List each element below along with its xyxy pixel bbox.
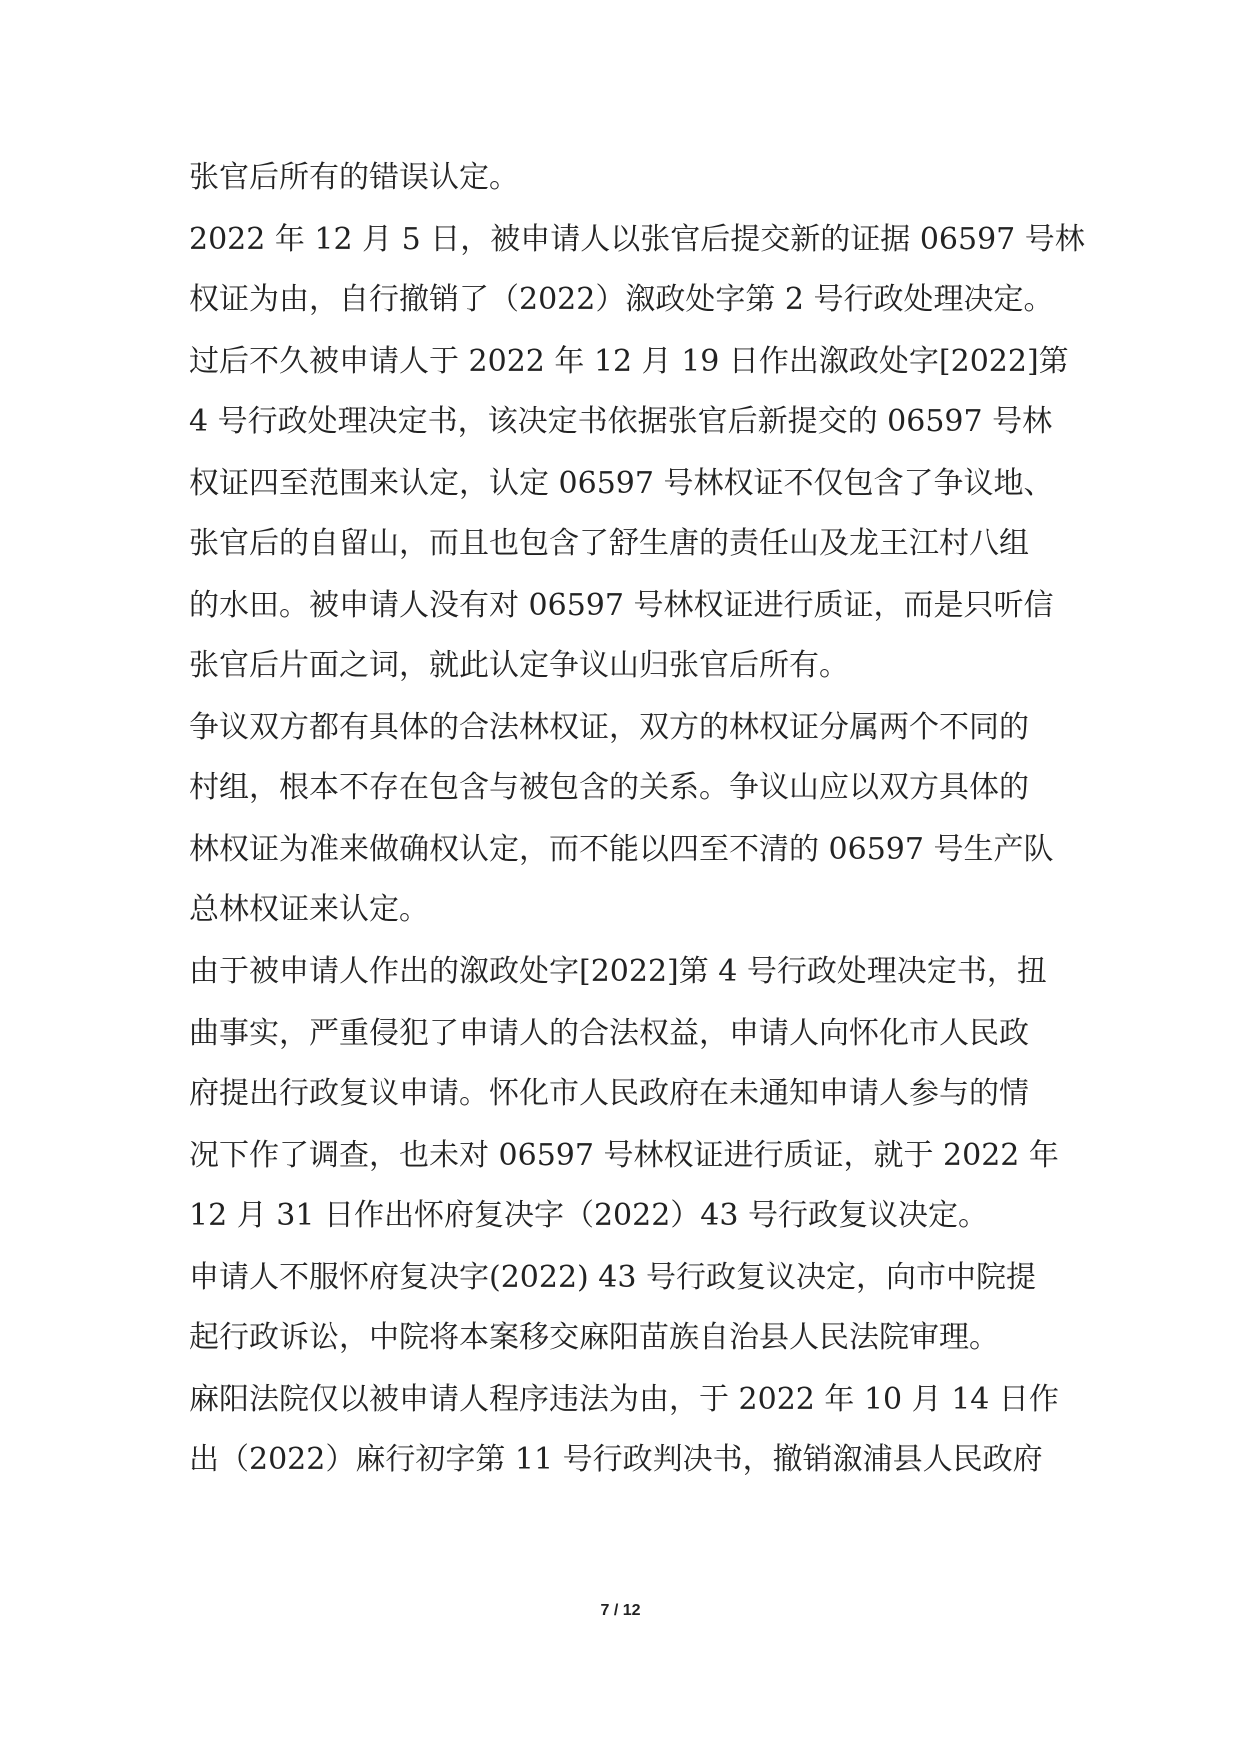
- text-line: 由于被申请人作出的溆政处字[2022]第 4 号行政处理决定书，扭: [189, 954, 1047, 989]
- text-line: 申请人不服怀府复决字(2022) 43 号行政复议决定，向市中院提: [189, 1260, 1037, 1295]
- text-line: 权证为由，自行撤销了（2022）溆政处字第 2 号行政处理决定。: [189, 282, 1054, 317]
- text-line: 张官后的自留山，而且也包含了舒生唐的责任山及龙王江村八组: [189, 526, 1029, 561]
- text-line: 张官后片面之词，就此认定争议山归张官后所有。: [189, 648, 849, 683]
- text-line: 起行政诉讼，中院将本案移交麻阳苗族自治县人民法院审理。: [189, 1320, 999, 1355]
- text-line: 曲事实，严重侵犯了申请人的合法权益，申请人向怀化市人民政: [189, 1016, 1029, 1051]
- text-line: 权证四至范围来认定，认定 06597 号林权证不仅包含了争议地、: [189, 466, 1054, 501]
- text-line: 张官后所有的错误认定。: [189, 160, 519, 195]
- text-line: 的水田。被申请人没有对 06597 号林权证进行质证，而是只听信: [189, 588, 1054, 623]
- page-number: 7 / 12: [600, 1602, 641, 1619]
- text-line: 2022 年 12 月 5 日，被申请人以张官后提交新的证据 06597 号林: [189, 222, 1085, 257]
- text-line: 4 号行政处理决定书，该决定书依据张官后新提交的 06597 号林: [189, 404, 1053, 439]
- text-line: 林权证为准来做确权认定，而不能以四至不清的 06597 号生产队: [189, 832, 1054, 867]
- text-line: 麻阳法院仅以被申请人程序违法为由，于 2022 年 10 月 14 日作: [189, 1382, 1059, 1417]
- text-line: 过后不久被申请人于 2022 年 12 月 19 日作出溆政处字[2022]第: [189, 344, 1069, 379]
- text-line: 府提出行政复议申请。怀化市人民政府在未通知申请人参与的情: [189, 1076, 1029, 1111]
- text-line: 出（2022）麻行初字第 11 号行政判决书，撤销溆浦县人民政府: [189, 1442, 1043, 1477]
- text-line: 村组，根本不存在包含与被包含的关系。争议山应以双方具体的: [189, 770, 1029, 805]
- text-line: 总林权证来认定。: [189, 892, 429, 927]
- text-line: 况下作了调查，也未对 06597 号林权证进行质证，就于 2022 年: [189, 1138, 1059, 1173]
- text-line: 12 月 31 日作出怀府复决字（2022）43 号行政复议决定。: [189, 1198, 989, 1233]
- text-line: 争议双方都有具体的合法林权证，双方的林权证分属两个不同的: [189, 710, 1029, 745]
